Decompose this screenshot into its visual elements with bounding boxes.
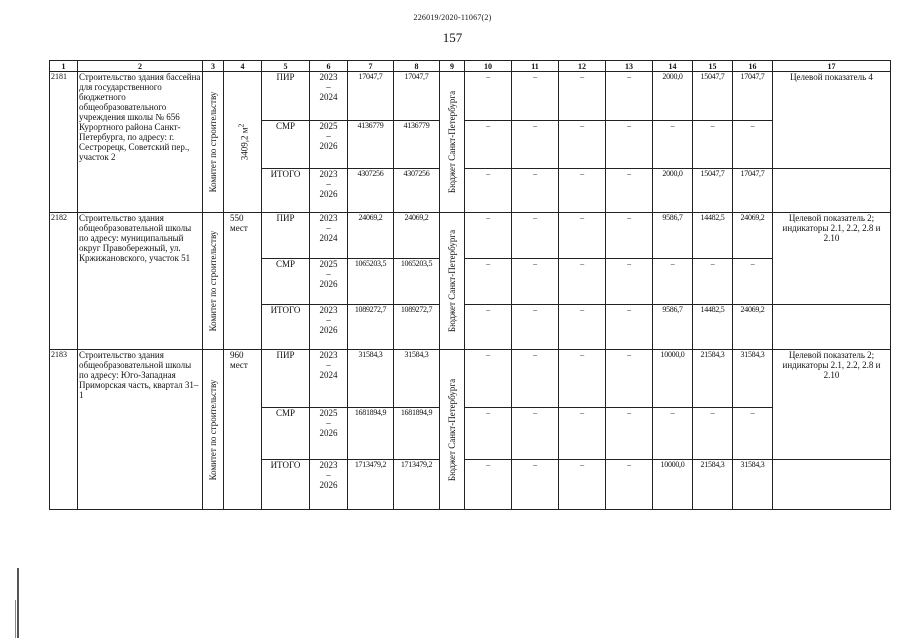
year-amount: 21584,3 [693,460,733,510]
table-row [50,72,891,121]
cost-type: СМР [262,259,310,305]
year-amount: 10000,0 [653,460,693,510]
project-code: 2181 [50,72,78,213]
year-amount: – [559,259,606,305]
year-amount: – [653,408,693,460]
year-range [310,169,348,213]
budget-amount: 1065203,5 [394,259,440,305]
year-dash: – [326,418,331,428]
cost-type: ПИР [262,213,310,259]
budget-table [49,60,891,510]
year-dash: – [326,131,331,141]
year-amount: – [733,121,773,169]
budget-amount: 24069,2 [394,213,440,259]
capacity-cell [224,72,262,213]
project-description: Строительство здания общеобразовательной школы по адресу: Юго-Западная Приморская часть, квартал 31–1 [78,350,203,510]
year-amount: 2000,0 [653,72,693,121]
year-dash: – [326,360,331,370]
capacity-number: 550 [230,213,244,223]
year-amount: – [559,213,606,259]
year-amount: – [512,305,559,350]
year-range [310,408,348,460]
year-amount: 14482,5 [693,305,733,350]
target-indicator-empty [773,169,891,213]
committee-label: Комитет по строительству [208,91,218,193]
table-row [50,213,891,259]
capacity-unit: мест [230,360,248,370]
capacity-cell [224,213,262,350]
capacity-number: 960 [230,350,244,360]
year-amount: – [559,121,606,169]
year-amount: – [606,121,653,169]
year-amount: 17047,7 [733,169,773,213]
total-amount: 24069,2 [348,213,394,259]
header-cell: 17 [773,61,891,72]
header-cell: 6 [310,61,348,72]
total-amount: 4136779 [348,121,394,169]
year-start: 2023 [319,305,338,315]
committee-label: Комитет по строительству [208,230,218,332]
year-amount: – [733,408,773,460]
year-dash: – [326,315,331,325]
total-amount: 4307256 [348,169,394,213]
committee-cell [203,213,224,350]
year-amount: – [512,460,559,510]
header-cell: 5 [262,61,310,72]
header-cell: 4 [224,61,262,72]
year-range [310,350,348,408]
header-cell: 10 [465,61,512,72]
year-dash: – [326,179,331,189]
year-start: 2025 [319,408,338,418]
document-id: 226019/2020-11067(2) [413,13,492,22]
total-amount: 17047,7 [348,72,394,121]
year-amount: – [606,259,653,305]
year-start: 2023 [319,460,338,470]
year-dash: – [326,269,331,279]
year-amount: – [606,460,653,510]
budget-amount: 4307256 [394,169,440,213]
project-description: Строительство здания общеобразовательной школы по адресу: муниципальный округ Правобережный, ул. Кржижановского, участок 51 [78,213,203,350]
year-amount: 15047,7 [693,72,733,121]
year-amount: – [606,169,653,213]
budget-source-cell [440,213,465,350]
year-start: 2023 [319,213,338,223]
year-amount: – [512,72,559,121]
year-amount: – [693,408,733,460]
budget-amount: 1681894,9 [394,408,440,460]
header-cell: 2 [78,61,203,72]
year-amount: – [465,169,512,213]
capacity-cell [224,350,262,510]
year-amount: – [559,305,606,350]
year-amount: – [465,72,512,121]
budget-source-label: Бюджет Санкт-Петербурга [447,229,457,333]
cost-type: СМР [262,408,310,460]
budget-amount: 1713479,2 [394,460,440,510]
year-amount: – [465,460,512,510]
year-amount: – [559,350,606,408]
cost-type: ПИР [262,72,310,121]
year-amount: – [465,213,512,259]
cost-type: ИТОГО [262,305,310,350]
target-indicator: Целевой показатель 2; индикаторы 2.1, 2.2, 2.8 и 2.10 [773,213,891,305]
cost-type: ИТОГО [262,169,310,213]
committee-label: Комитет по строительству [208,379,218,480]
cost-type: ПИР [262,350,310,408]
target-indicator: Целевой показатель 2; индикаторы 2.1, 2.2, 2.8 и 2.10 [773,350,891,460]
year-amount: – [559,408,606,460]
header-cell: 16 [733,61,773,72]
year-amount: 24069,2 [733,305,773,350]
year-end: 2024 [319,370,338,380]
year-amount: 21584,3 [693,350,733,408]
year-start: 2023 [319,72,338,82]
year-range [310,460,348,510]
cost-type: ИТОГО [262,460,310,510]
year-range [310,121,348,169]
year-amount: – [559,72,606,121]
header-cell: 14 [653,61,693,72]
year-amount: – [512,259,559,305]
year-amount: – [606,305,653,350]
year-amount: 9586,7 [653,213,693,259]
year-dash: – [326,470,331,480]
year-start: 2023 [319,169,338,179]
capacity-value [236,124,249,160]
scan-artifact [15,600,16,638]
year-amount: – [465,259,512,305]
year-amount: – [653,259,693,305]
budget-amount: 31584,3 [394,350,440,408]
year-amount: 31584,3 [733,350,773,408]
total-amount: 1089272,7 [348,305,394,350]
year-amount: 24069,2 [733,213,773,259]
header-cell: 9 [440,61,465,72]
year-start: 2025 [319,121,338,131]
year-amount: – [559,460,606,510]
year-range [310,259,348,305]
capacity-superscript: 2 [236,123,245,128]
header-cell: 3 [203,61,224,72]
budget-source-label: Бюджет Санкт-Петербурга [447,378,457,481]
project-code: 2182 [50,213,78,350]
year-end: 2024 [319,233,338,243]
budget-amount: 1089272,7 [394,305,440,350]
year-amount: 15047,7 [693,169,733,213]
year-dash: – [326,82,331,92]
year-amount: – [512,121,559,169]
year-amount: 31584,3 [733,460,773,510]
year-end: 2026 [319,480,338,490]
header-cell: 7 [348,61,394,72]
year-amount: – [512,213,559,259]
cost-type: СМР [262,121,310,169]
budget-source-cell [440,72,465,213]
capacity-unit: мест [230,223,248,233]
capacity-number: 3409,2 м [239,127,249,161]
year-amount: – [465,305,512,350]
target-indicator-empty [773,460,891,510]
year-amount: 9586,7 [653,305,693,350]
year-dash: – [326,223,331,233]
year-amount: – [653,121,693,169]
header-cell: 12 [559,61,606,72]
header-cell: 11 [512,61,559,72]
year-amount: – [465,408,512,460]
target-indicator-empty [773,305,891,350]
year-start: 2025 [319,259,338,269]
scan-artifact [17,568,19,638]
budget-amount: 17047,7 [394,72,440,121]
total-amount: 31584,3 [348,350,394,408]
year-amount: 10000,0 [653,350,693,408]
year-amount: – [465,121,512,169]
year-amount: – [693,259,733,305]
year-amount: – [606,408,653,460]
year-end: 2024 [319,92,338,102]
year-amount: – [512,169,559,213]
year-amount: – [512,408,559,460]
target-indicator: Целевой показатель 4 [773,72,891,169]
project-description: Строительство здания бассейна для государственного бюджетного общеобразовательного учреждения школы № 656 Курортного района Санкт-Петербурга, по адресу: г. Сестрорецк, Советский пер., участок 2 [78,72,203,213]
header-cell: 1 [50,61,78,72]
year-amount: – [465,350,512,408]
budget-source-label: Бюджет Санкт-Петербурга [447,90,457,194]
year-range [310,305,348,350]
header-cell: 8 [394,61,440,72]
header-cell: 15 [693,61,733,72]
header-row [50,61,891,72]
year-amount: – [733,259,773,305]
year-end: 2026 [319,141,338,151]
year-amount: – [512,350,559,408]
year-amount: – [606,72,653,121]
year-amount: – [693,121,733,169]
total-amount: 1713479,2 [348,460,394,510]
year-amount: – [606,213,653,259]
year-range [310,213,348,259]
header-cell: 13 [606,61,653,72]
budget-amount: 4136779 [394,121,440,169]
year-amount: 17047,7 [733,72,773,121]
year-range [310,72,348,121]
year-start: 2023 [319,350,338,360]
total-amount: 1065203,5 [348,259,394,305]
page-number: 157 [442,30,463,45]
project-code: 2183 [50,350,78,510]
year-amount: 14482,5 [693,213,733,259]
year-end: 2026 [319,428,338,438]
total-amount: 1681894,9 [348,408,394,460]
budget-source-cell [440,350,465,510]
committee-cell [203,350,224,510]
year-end: 2026 [319,189,338,199]
year-end: 2026 [319,325,338,335]
year-amount: 2000,0 [653,169,693,213]
committee-cell [203,72,224,213]
year-amount: – [559,169,606,213]
table-row [50,350,891,408]
year-amount: – [606,350,653,408]
year-end: 2026 [319,279,338,289]
